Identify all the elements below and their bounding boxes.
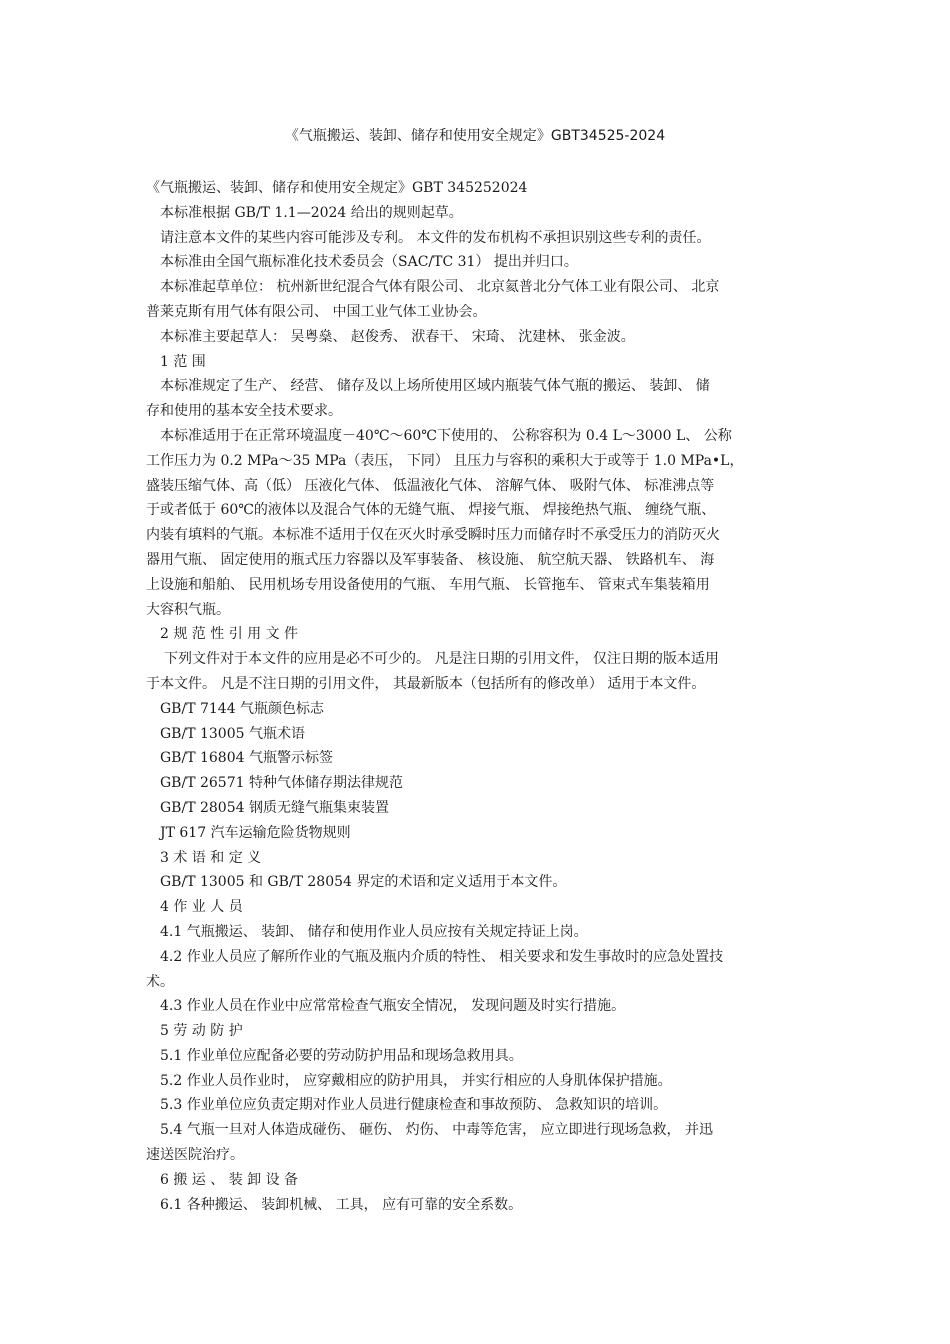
paragraph: 5.1 作业单位应配备必要的劳动防护用品和现场急救用具。: [160, 1047, 523, 1064]
paragraph: 5.2 作业人员作业时， 应穿戴相应的防护用具， 并实行相应的人身肌体保护措施。: [160, 1072, 672, 1089]
paragraph: 《气瓶搬运、装卸、储存和使用安全规定》GBT 345252024: [146, 180, 528, 196]
paragraph-line: 本标准适用于在正常环境温度－40℃～60℃下使用的、 公称容积为 0.4 L～3000 L、 公称: [160, 427, 732, 444]
paragraph: 请注意本文件的某些内容可能涉及专利。 本文件的发布机构不承担识别这些专利的责任。: [160, 229, 711, 246]
paragraph: 5 劳 动 防 护: [160, 1023, 243, 1040]
paragraph: [146, 647, 814, 697]
paragraph: 5.3 作业单位应负责定期对作业人员进行健康检查和事故预防、 急救知识的培训。: [160, 1097, 668, 1114]
paragraph: JT 617 汽车运输危险货物规则: [160, 824, 351, 841]
paragraph-line: 器用气瓶、 固定使用的瓶式压力容器以及军事装备、 核设施、 航空航天器、 铁路机车、 海: [146, 551, 715, 568]
paragraph: [146, 945, 814, 995]
document-body: [146, 176, 814, 1217]
paragraph: [146, 424, 814, 622]
paragraph-line: 工作压力为 0.2 MPa～35 MPa（表压， 下同） 且压力与容积的乘积大于或等于 1.0 MPa•L，: [146, 452, 744, 469]
paragraph-line: 普莱克斯有用气体有限公司、 中国工业气体工业协会。: [146, 303, 487, 320]
paragraph-line: 上设施和船舶、 民用机场专用设备使用的气瓶、 车用气瓶、 长管拖车、 管束式车集装箱用: [146, 576, 710, 593]
paragraph-line: 本标准规定了生产、 经营、 储存及以上场所使用区域内瓶装气体气瓶的搬运、 装卸、 储: [160, 378, 710, 395]
document-title: 《气瓶搬运、装卸、储存和使用安全规定》GBT34525-2024: [284, 128, 666, 144]
paragraph-line: 存和使用的基本安全技术要求。: [146, 403, 342, 420]
paragraph: GB/T 28054 钢质无缝气瓶集束装置: [160, 799, 389, 816]
paragraph: GB/T 26571 特种气体储存期法律规范: [160, 775, 403, 792]
paragraph: 本标准根据 GB/T 1.1—2024 给出的规则起草。: [160, 204, 463, 221]
paragraph: 本标准由全国气瓶标准化技术委员会（SAC/TC 31） 提出并归口。: [160, 254, 578, 271]
paragraph: 6.1 各种搬运、 装卸机械、 工具， 应有可靠的安全系数。: [160, 1196, 523, 1213]
paragraph-line: 速送医院治疗。: [146, 1147, 244, 1164]
paragraph: 4 作 业 人 员: [160, 899, 243, 916]
paragraph-line: 4.2 作业人员应了解所作业的气瓶及瓶内介质的特性、 相关要求和发生事故时的应急处置技: [160, 948, 724, 965]
paragraph: 4.3 作业人员在作业中应常常检查气瓶安全情况， 发现问题及时实行措施。: [160, 998, 626, 1015]
paragraph: 2 规 范 性 引 用 文 件: [160, 626, 299, 643]
paragraph: 3 术 语 和 定 义: [160, 849, 262, 866]
paragraph-line: 于本文件。 凡是不注日期的引用文件， 其最新版本（包括所有的修改单） 适用于本文件。: [146, 675, 706, 692]
paragraph: 1 范 围: [160, 353, 206, 370]
paragraph: [146, 275, 814, 325]
paragraph-line: 术。: [146, 973, 174, 990]
paragraph: GB/T 16804 气瓶警示标签: [160, 750, 333, 767]
paragraph: GB/T 13005 和 GB/T 28054 界定的术语和定义适用于本文件。: [160, 874, 567, 891]
paragraph: 6 搬 运 、 装 卸 设 备: [160, 1171, 299, 1188]
paragraph-line: 大容积气瓶。: [146, 601, 230, 618]
paragraph-line: 于或者低于 60℃的液体以及混合气体的无缝气瓶、 焊接气瓶、 焊接绝热气瓶、 缠绕气瓶、: [146, 502, 716, 519]
paragraph: [146, 1118, 814, 1168]
paragraph: GB/T 7144 气瓶颜色标志: [160, 700, 325, 717]
paragraph-line: 下列文件对于本文件的应用是必不可少的。 凡是注日期的引用文件， 仅注日期的版本适用: [164, 651, 719, 668]
paragraph-line: 盛装压缩气体、高（低） 压液化气体、 低温液化气体、 溶解气体、 吸附气体、 标准沸点等: [146, 477, 715, 494]
paragraph-line: 5.4 气瓶一旦对人体造成碰伤、 砸伤、 灼伤、 中毒等危害， 应立即进行现场急救， 并迅: [160, 1122, 713, 1139]
paragraph-line: 内装有填料的气瓶。本标准不适用于仅在灭火时承受瞬时压力而储存时不承受压力的消防灭火: [146, 527, 720, 544]
paragraph: 4.1 气瓶搬运、 装卸、 储存和使用作业人员应按有关规定持证上岗。: [160, 923, 588, 940]
paragraph: GB/T 13005 气瓶术语: [160, 725, 305, 742]
paragraph: 本标准主要起草人： 吴粤燊、 赵俊秀、 洑春干、 宋琦、 沈建林、 张金波。: [160, 328, 635, 345]
paragraph: [146, 374, 814, 424]
paragraph-line: 本标准起草单位： 杭州新世纪混合气体有限公司、 北京氦普北分气体工业有限公司、 北京: [160, 279, 720, 296]
